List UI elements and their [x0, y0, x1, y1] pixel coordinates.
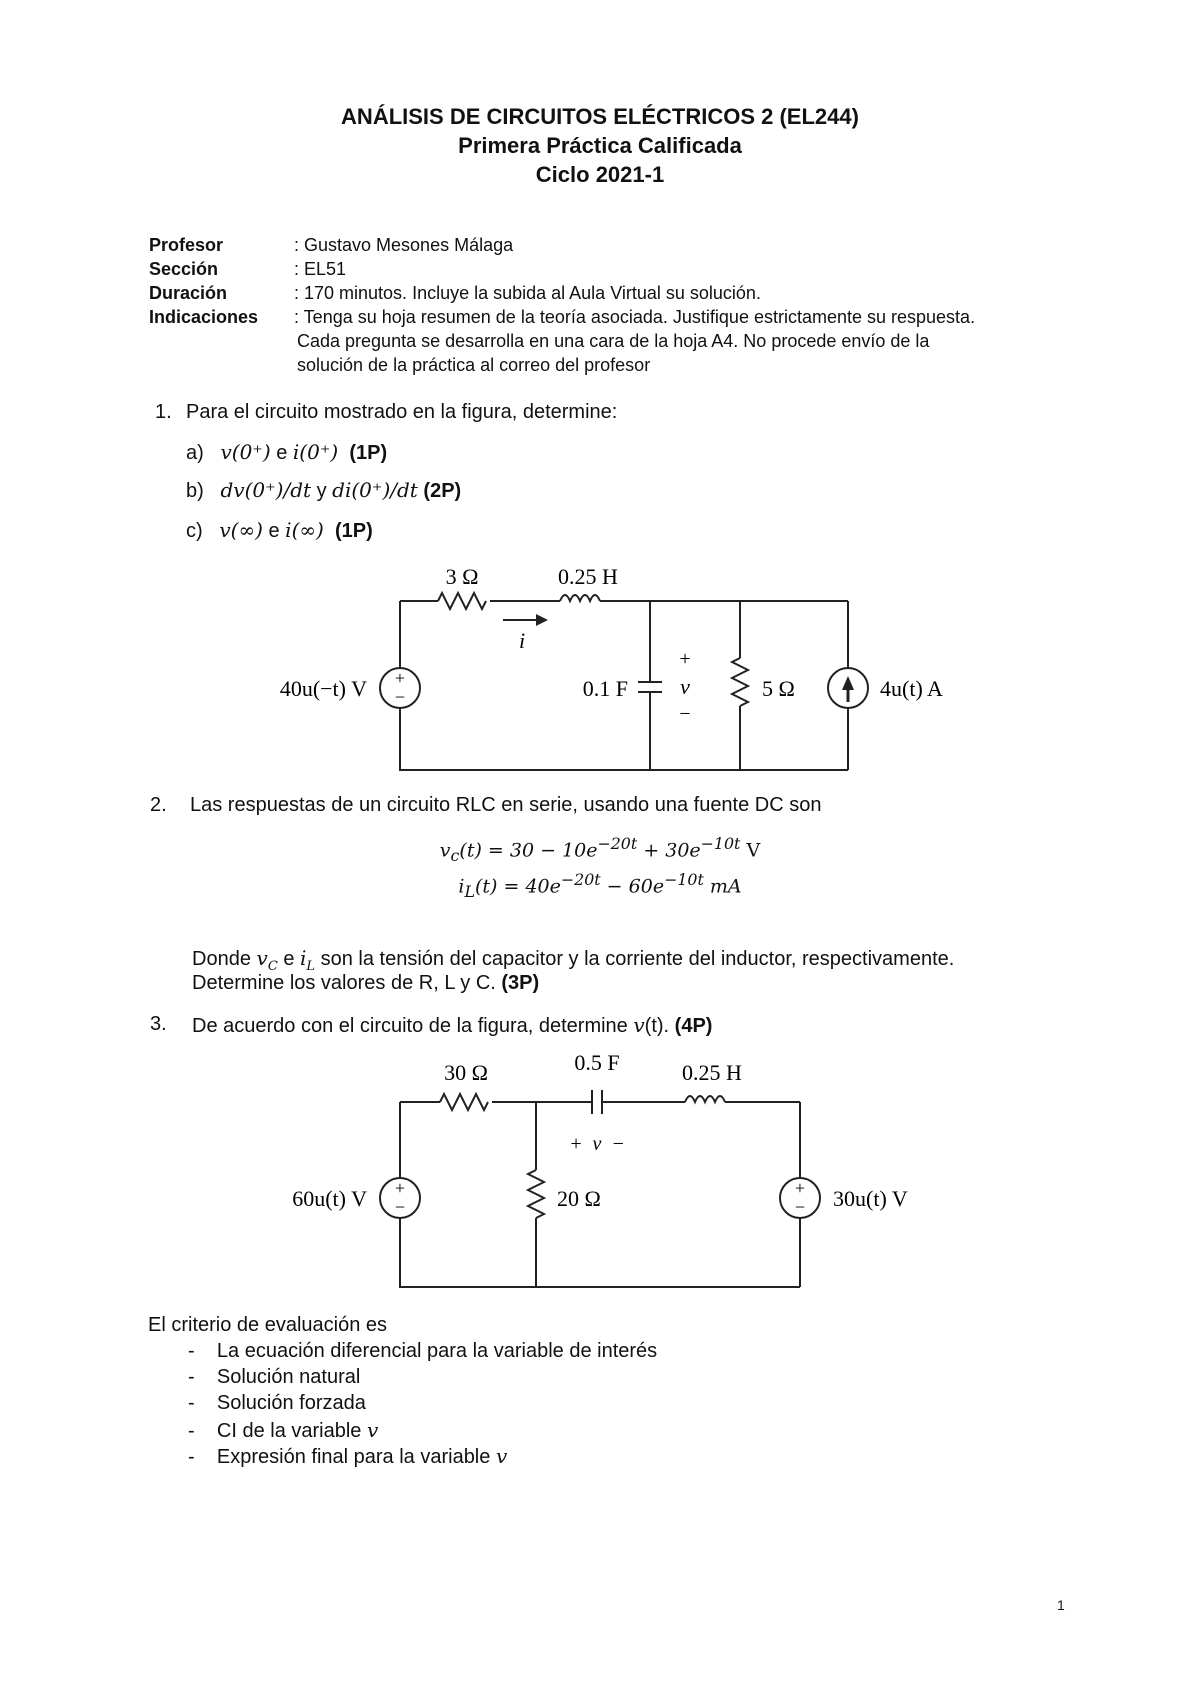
- label-3-ohm: 3 Ω: [445, 564, 479, 589]
- q2-instruction: [192, 972, 539, 995]
- label-0-1-f: 0.1 F: [582, 676, 628, 701]
- q2-equation-il: [0, 870, 1200, 901]
- exam-title: ANÁLISIS DE CIRCUITOS ELÉCTRICOS 2 (EL244): [341, 104, 859, 129]
- criteria-item: - La ecuación diferencial para la variable de interés: [188, 1340, 658, 1362]
- source-plus: +: [794, 1178, 806, 1198]
- label-5-ohm: 5 Ω: [762, 676, 795, 701]
- q2-number: 2.: [150, 794, 167, 816]
- eq2-exp2: −10t: [664, 870, 704, 889]
- resistor-5-ohm: [732, 658, 748, 706]
- q2-desc-vc: v: [256, 946, 268, 970]
- criteria-item-text: Solución forzada: [216, 1392, 366, 1414]
- profesor-value: : Gustavo Mesones Málaga: [294, 235, 514, 255]
- label-source-40u: 40u(−t) V: [279, 676, 367, 701]
- indicaciones-line: : Tenga su hoja resumen de la teoría asociada. Justifique estrictamente su respuesta.: [294, 307, 976, 327]
- eq1-mid2: + 30e: [637, 839, 701, 862]
- resistor-30-ohm: [440, 1094, 488, 1110]
- profesor-label: Profesor: [149, 235, 224, 255]
- label-0-5-f: 0.5 F: [574, 1050, 620, 1075]
- q2-instruction-text: Determine los valores de R, L y C.: [192, 972, 502, 994]
- q2-points: (3P): [501, 972, 540, 994]
- eq2-unit: mA: [703, 875, 742, 898]
- page-number: 1: [1057, 1597, 1065, 1613]
- q1-a-label: a): [186, 442, 204, 464]
- label-0-25-h: 0.25 H: [682, 1060, 742, 1085]
- q2-equation-vc: [0, 834, 1200, 865]
- label-source-30u: 30u(t) V: [833, 1186, 908, 1211]
- q1-text: Para el circuito mostrado en la figura, determine:: [186, 401, 618, 423]
- source-minus: −: [394, 687, 406, 707]
- q2-description: [192, 946, 954, 974]
- q3-points: (4P): [674, 1015, 713, 1037]
- duracion-label: Duración: [149, 283, 228, 303]
- q1-b-expr2: di(0⁺)/dt: [332, 478, 418, 502]
- label-source-4u: 4u(t) A: [880, 676, 943, 701]
- criteria-item: - CI de la variable v: [188, 1418, 379, 1442]
- criteria-item: - Solución forzada: [188, 1392, 366, 1414]
- label-source-60u: 60u(t) V: [292, 1186, 367, 1211]
- eq1-unit: V: [740, 839, 761, 862]
- q2-desc-text: e: [277, 948, 301, 970]
- label-20-ohm: 20 Ω: [557, 1186, 601, 1211]
- eq1-mid: (t) = 30 − 10e: [459, 839, 598, 862]
- q1-c-expr2: i(∞): [285, 518, 324, 542]
- label-v-plus: +: [679, 648, 691, 670]
- source-plus: +: [394, 1178, 406, 1198]
- q3-text-a: De acuerdo con el circuito de la figura, determine: [192, 1015, 634, 1037]
- q1-b-expr1: dv(0⁺)/dt: [220, 478, 312, 502]
- criteria-item: - Solución natural: [188, 1366, 361, 1388]
- q3-number: 3.: [150, 1013, 167, 1035]
- q3-text-var: v: [633, 1013, 645, 1037]
- capacitor-0-5-f: [592, 1090, 602, 1114]
- q2-desc-text: son la tensión del capacitor y la corriente del inductor, respectivamente.: [315, 948, 955, 970]
- q2-desc-text: Donde: [192, 948, 257, 970]
- current-source-arrow: [842, 676, 854, 690]
- eq2-sub: L: [464, 882, 475, 902]
- label-0-25-h: 0.25 H: [558, 564, 618, 589]
- q1-c-label: c): [186, 520, 203, 542]
- source-minus: −: [794, 1197, 806, 1217]
- label-30-ohm: 30 Ω: [444, 1060, 488, 1085]
- q3-text: [192, 1013, 712, 1038]
- inductor-0-25-h: [685, 1096, 725, 1102]
- q1-b-points: (2P): [423, 480, 462, 502]
- exam-cycle: Ciclo 2021-1: [535, 162, 665, 187]
- criteria-title: El criterio de evaluación es: [148, 1314, 388, 1336]
- eq1-exp2: −10t: [700, 834, 741, 853]
- q1-number: 1.: [155, 401, 172, 423]
- eq2-lhs: i: [458, 875, 465, 898]
- seccion-value: : EL51: [294, 259, 347, 279]
- criteria-item: - Expresión final para la variable v: [188, 1444, 508, 1468]
- criteria-item-text: Expresión final para la variable: [216, 1446, 496, 1468]
- q1-a-expr2: i(0⁺): [292, 440, 339, 464]
- exam-subtitle: Primera Práctica Calificada: [458, 133, 742, 158]
- q2-text: Las respuestas de un circuito RLC en serie, usando una fuente DC son: [190, 794, 822, 816]
- q2-desc-il: i: [300, 946, 307, 970]
- inductor-0-25-h: [560, 595, 600, 601]
- q2-desc-vc-sub: C: [267, 959, 278, 974]
- label-current-i: i: [518, 628, 526, 653]
- criteria-item-text: La ecuación diferencial para la variable de interés: [216, 1340, 658, 1362]
- source-plus: +: [394, 668, 406, 688]
- eq2-mid2: − 60e: [600, 875, 665, 898]
- indicaciones-label: Indicaciones: [149, 307, 259, 327]
- q2-desc-il-sub: L: [306, 959, 316, 974]
- q1-b-label: b): [186, 480, 204, 502]
- eq1-lhs: v: [439, 839, 451, 862]
- eq2-mid: (t) = 40e: [474, 875, 561, 898]
- eq2-exp1: −20t: [560, 870, 601, 889]
- label-v: v: [680, 674, 690, 699]
- q1-c-points: (1P): [334, 520, 373, 542]
- label-v-minus: −: [679, 703, 691, 725]
- q1-c-conj: e: [262, 520, 286, 542]
- q1-b-conj: y: [311, 480, 333, 502]
- criteria-item-text: Solución natural: [216, 1366, 361, 1388]
- eq1-exp1: −20t: [597, 834, 638, 853]
- q1-c-expr1: v(∞): [219, 518, 263, 542]
- current-arrow-head: [536, 614, 548, 626]
- q1-a-conj: e: [270, 442, 293, 464]
- capacitor-0-1-f: [638, 682, 662, 692]
- criteria-item-text: CI de la variable: [216, 1420, 367, 1442]
- duracion-value: : 170 minutos. Incluye la subida al Aula Virtual su solución.: [294, 283, 761, 303]
- seccion-label: Sección: [149, 259, 219, 279]
- q3-text-b: (t).: [644, 1015, 675, 1037]
- source-minus: −: [394, 1197, 406, 1217]
- resistor-20-ohm: [528, 1170, 544, 1218]
- eq1-sub: c: [450, 846, 460, 866]
- indicaciones-line: solución de la práctica al correo del profesor: [297, 355, 651, 375]
- criteria-var: v: [495, 1444, 508, 1468]
- q1-a-points: (1P): [349, 442, 388, 464]
- criteria-var: v: [366, 1418, 379, 1442]
- indicaciones-line: Cada pregunta se desarrolla en una cara de la hoja A4. No procede envío de la: [297, 331, 930, 351]
- resistor-3-ohm: [438, 593, 486, 609]
- q1-a-expr1: v(0⁺): [220, 440, 271, 464]
- label-v-polarity: + v −: [569, 1133, 625, 1155]
